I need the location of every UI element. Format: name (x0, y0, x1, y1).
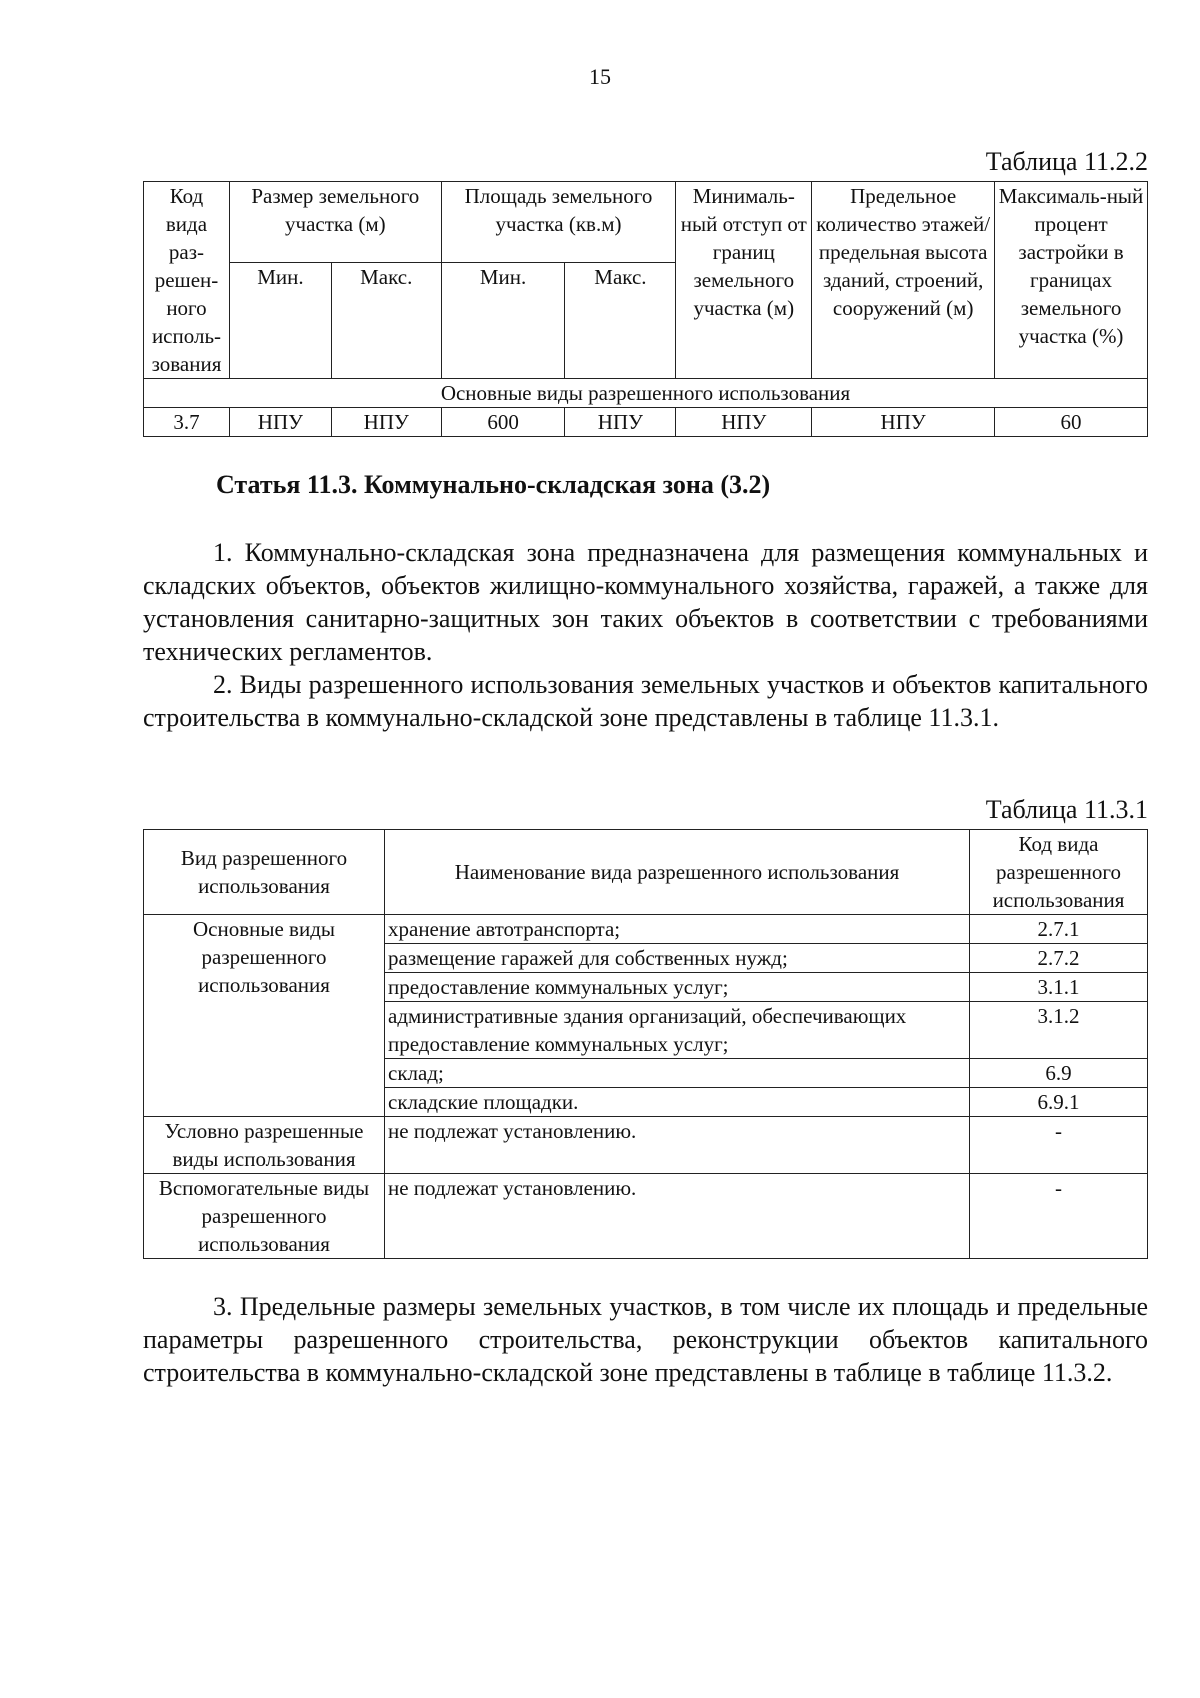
paragraph-3: 3. Предельные размеры земельных участков, в том числе их площадь и предельные параметры разрешенного строительства, реконструкции объектов капитального строительства в коммунально-складской зоне представлены в таблице в таблице 11.3.2. (143, 1292, 1148, 1387)
table-caption: Таблица 11.3.1 (985, 795, 1148, 824)
use-code: 6.9 (970, 1059, 1148, 1088)
header-type: Вид разрешенного использования (144, 830, 385, 915)
use-name: не подлежат установлению. (385, 1174, 970, 1259)
header-area: Площадь земельного участка (кв.м) (441, 182, 676, 263)
table-row (144, 408, 1148, 437)
use-name: размещение гаражей для собственных нужд; (385, 944, 970, 973)
use-name: предоставление коммунальных услуг; (385, 973, 970, 1002)
use-code: 6.9.1 (970, 1088, 1148, 1117)
cell: НПУ (331, 408, 441, 437)
use-code: 3.1.1 (970, 973, 1148, 1002)
cell: НПУ (565, 408, 676, 437)
use-code: - (970, 1174, 1148, 1259)
table-row (144, 1174, 1148, 1259)
page-number: 15 (589, 64, 611, 89)
header-floors: Предельное количество этажей/ предельная высота зданий, строений, сооружений (м) (812, 182, 995, 379)
cell: 60 (995, 408, 1148, 437)
use-code: 2.7.2 (970, 944, 1148, 973)
header-area-min: Мин. (441, 263, 565, 379)
header-name: Наименование вида разрешенного использования (385, 830, 970, 915)
table-row (144, 1117, 1148, 1174)
use-code: 3.1.2 (970, 1002, 1148, 1059)
use-code: - (970, 1117, 1148, 1174)
cell: 600 (441, 408, 565, 437)
header-code: Код вида раз-решен-ного исполь-зования (144, 182, 230, 379)
group-auxiliary: Вспомогательные виды разрешенного использования (144, 1174, 385, 1259)
table-caption: Таблица 11.2.2 (985, 147, 1148, 176)
use-name: административные здания организаций, обеспечивающих предоставление коммунальных услуг; (385, 1002, 970, 1059)
use-name: хранение автотранспорта; (385, 915, 970, 944)
use-code: 2.7.1 (970, 915, 1148, 944)
cell: НПУ (676, 408, 812, 437)
header-code: Код вида разрешенного использования (970, 830, 1148, 915)
header-area-max: Макс. (565, 263, 676, 379)
table-row (144, 915, 1148, 944)
use-name: склад; (385, 1059, 970, 1088)
use-name: не подлежат установлению. (385, 1117, 970, 1174)
header-size-min: Мин. (229, 263, 331, 379)
article-heading: Статья 11.3. Коммунально-складская зона (3.2) (216, 470, 771, 499)
header-size: Размер земельного участка (м) (229, 182, 441, 263)
paragraph-1: 1. Коммунально-складская зона предназначена для размещения коммунальных и складских объектов, объектов жилищно-коммунального хозяйства, гаражей, а также для установления санитарно-защитных зон таких объектов в соответствии с требованиями технических регламентов. (143, 538, 1148, 666)
section-row: Основные виды разрешенного использования (144, 379, 1148, 408)
permitted-use-table (143, 829, 1148, 1259)
group-conditional: Условно разрешенные виды использования (144, 1117, 385, 1174)
paragraph-2: 2. Виды разрешенного использования земельных участков и объектов капитального строительства в коммунально-складской зоне представлены в таблице 11.3.1. (143, 670, 1148, 732)
header-percent: Максималь-ный процент застройки в границах земельного участка (%) (995, 182, 1148, 379)
zone-parameters-table (143, 181, 1148, 437)
group-main: Основные виды разрешенного использования (144, 915, 385, 1117)
cell: НПУ (229, 408, 331, 437)
cell: 3.7 (144, 408, 230, 437)
cell: НПУ (812, 408, 995, 437)
header-offset: Минималь-ный отступ от границ земельного участка (м) (676, 182, 812, 379)
header-size-max: Макс. (331, 263, 441, 379)
use-name: складские площадки. (385, 1088, 970, 1117)
